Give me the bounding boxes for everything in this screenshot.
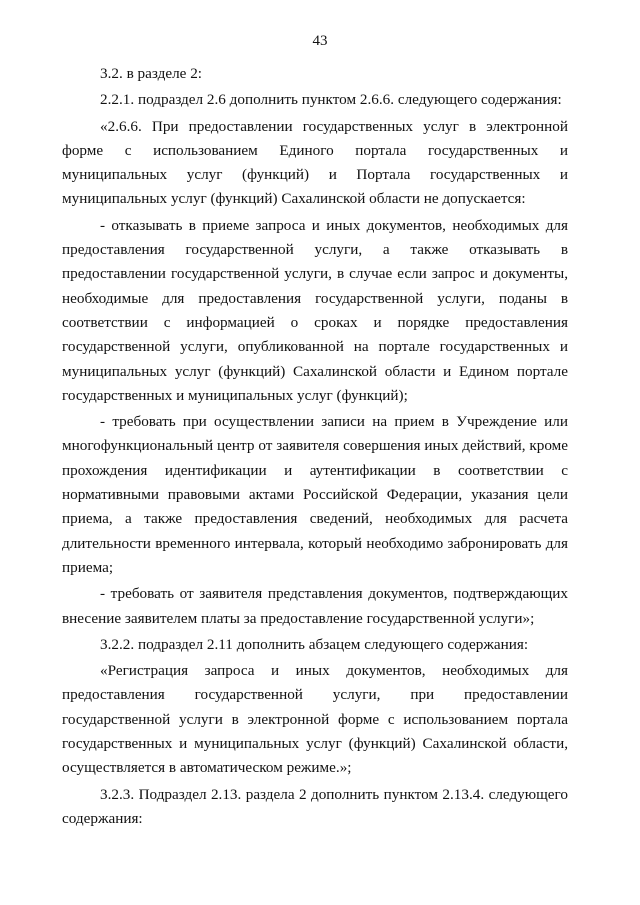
page-number: 43	[312, 33, 328, 49]
section-heading-3-2: 3.2. в разделе 2:	[100, 65, 203, 82]
list-item-payment-documents: - требовать от заявителя представления документов, подтверждающих внесение заявителем платы за предоставление государственной услуги»;	[62, 585, 568, 627]
paragraph-2-2-1: 2.2.1. подраздел 2.6 дополнить пунктом 2.6.6. следующего содержания:	[100, 91, 562, 109]
list-item-appointment: - требовать при осуществлении записи на прием в Учреждение или многофункциональный центр от заявителя совершения иных действий, кроме прохождения идентификации и аутентификации в соответствии с нормативными правовыми актами Российской Федерации, указания цели приема, а также предоставления сведений, необходимых для расчета длительности временного интервала, который необходимо забронировать для приема;	[62, 413, 568, 576]
list-item-refusal: - отказывать в приеме запроса и иных документов, необходимых для предоставления государственной услуги, а также отказывать в предоставлении государственной услуги, в случае если запрос и документы, необходимые для предоставления государственной услуги, поданы в соответствии с информацией о сроках и порядке предоставления государственной услуги, опубликованной на портале государственных и муниципальных услуг (функций) Сахалинской области и Едином портале государственных и муниципальных услуг (функций);	[62, 216, 568, 404]
paragraph-3-2-3: 3.2.3. Подраздел 2.13. раздела 2 дополнить пунктом 2.13.4. следующего содержания:	[62, 785, 568, 827]
document-body	[62, 62, 568, 833]
paragraph-3-2-2: 3.2.2. подраздел 2.11 дополнить абзацем следующего содержания:	[100, 635, 529, 653]
paragraph-registration: «Регистрация запроса и иных документов, необходимых для предоставления государственной услуги, при предоставлении государственной услуги в электронной форме с использованием портала государственных и муниципальных услуг (функций) Сахалинской области, осуществляется в автоматическом режиме.»;	[62, 662, 568, 777]
paragraph-2-6-6: «2.6.6. При предоставлении государственных услуг в электронной форме с использованием Единого портала государственных и муниципальных услуг (функций) и Портала государственных и муниципальных услуг (функций) Сахалинской области не допускается:	[62, 117, 568, 208]
